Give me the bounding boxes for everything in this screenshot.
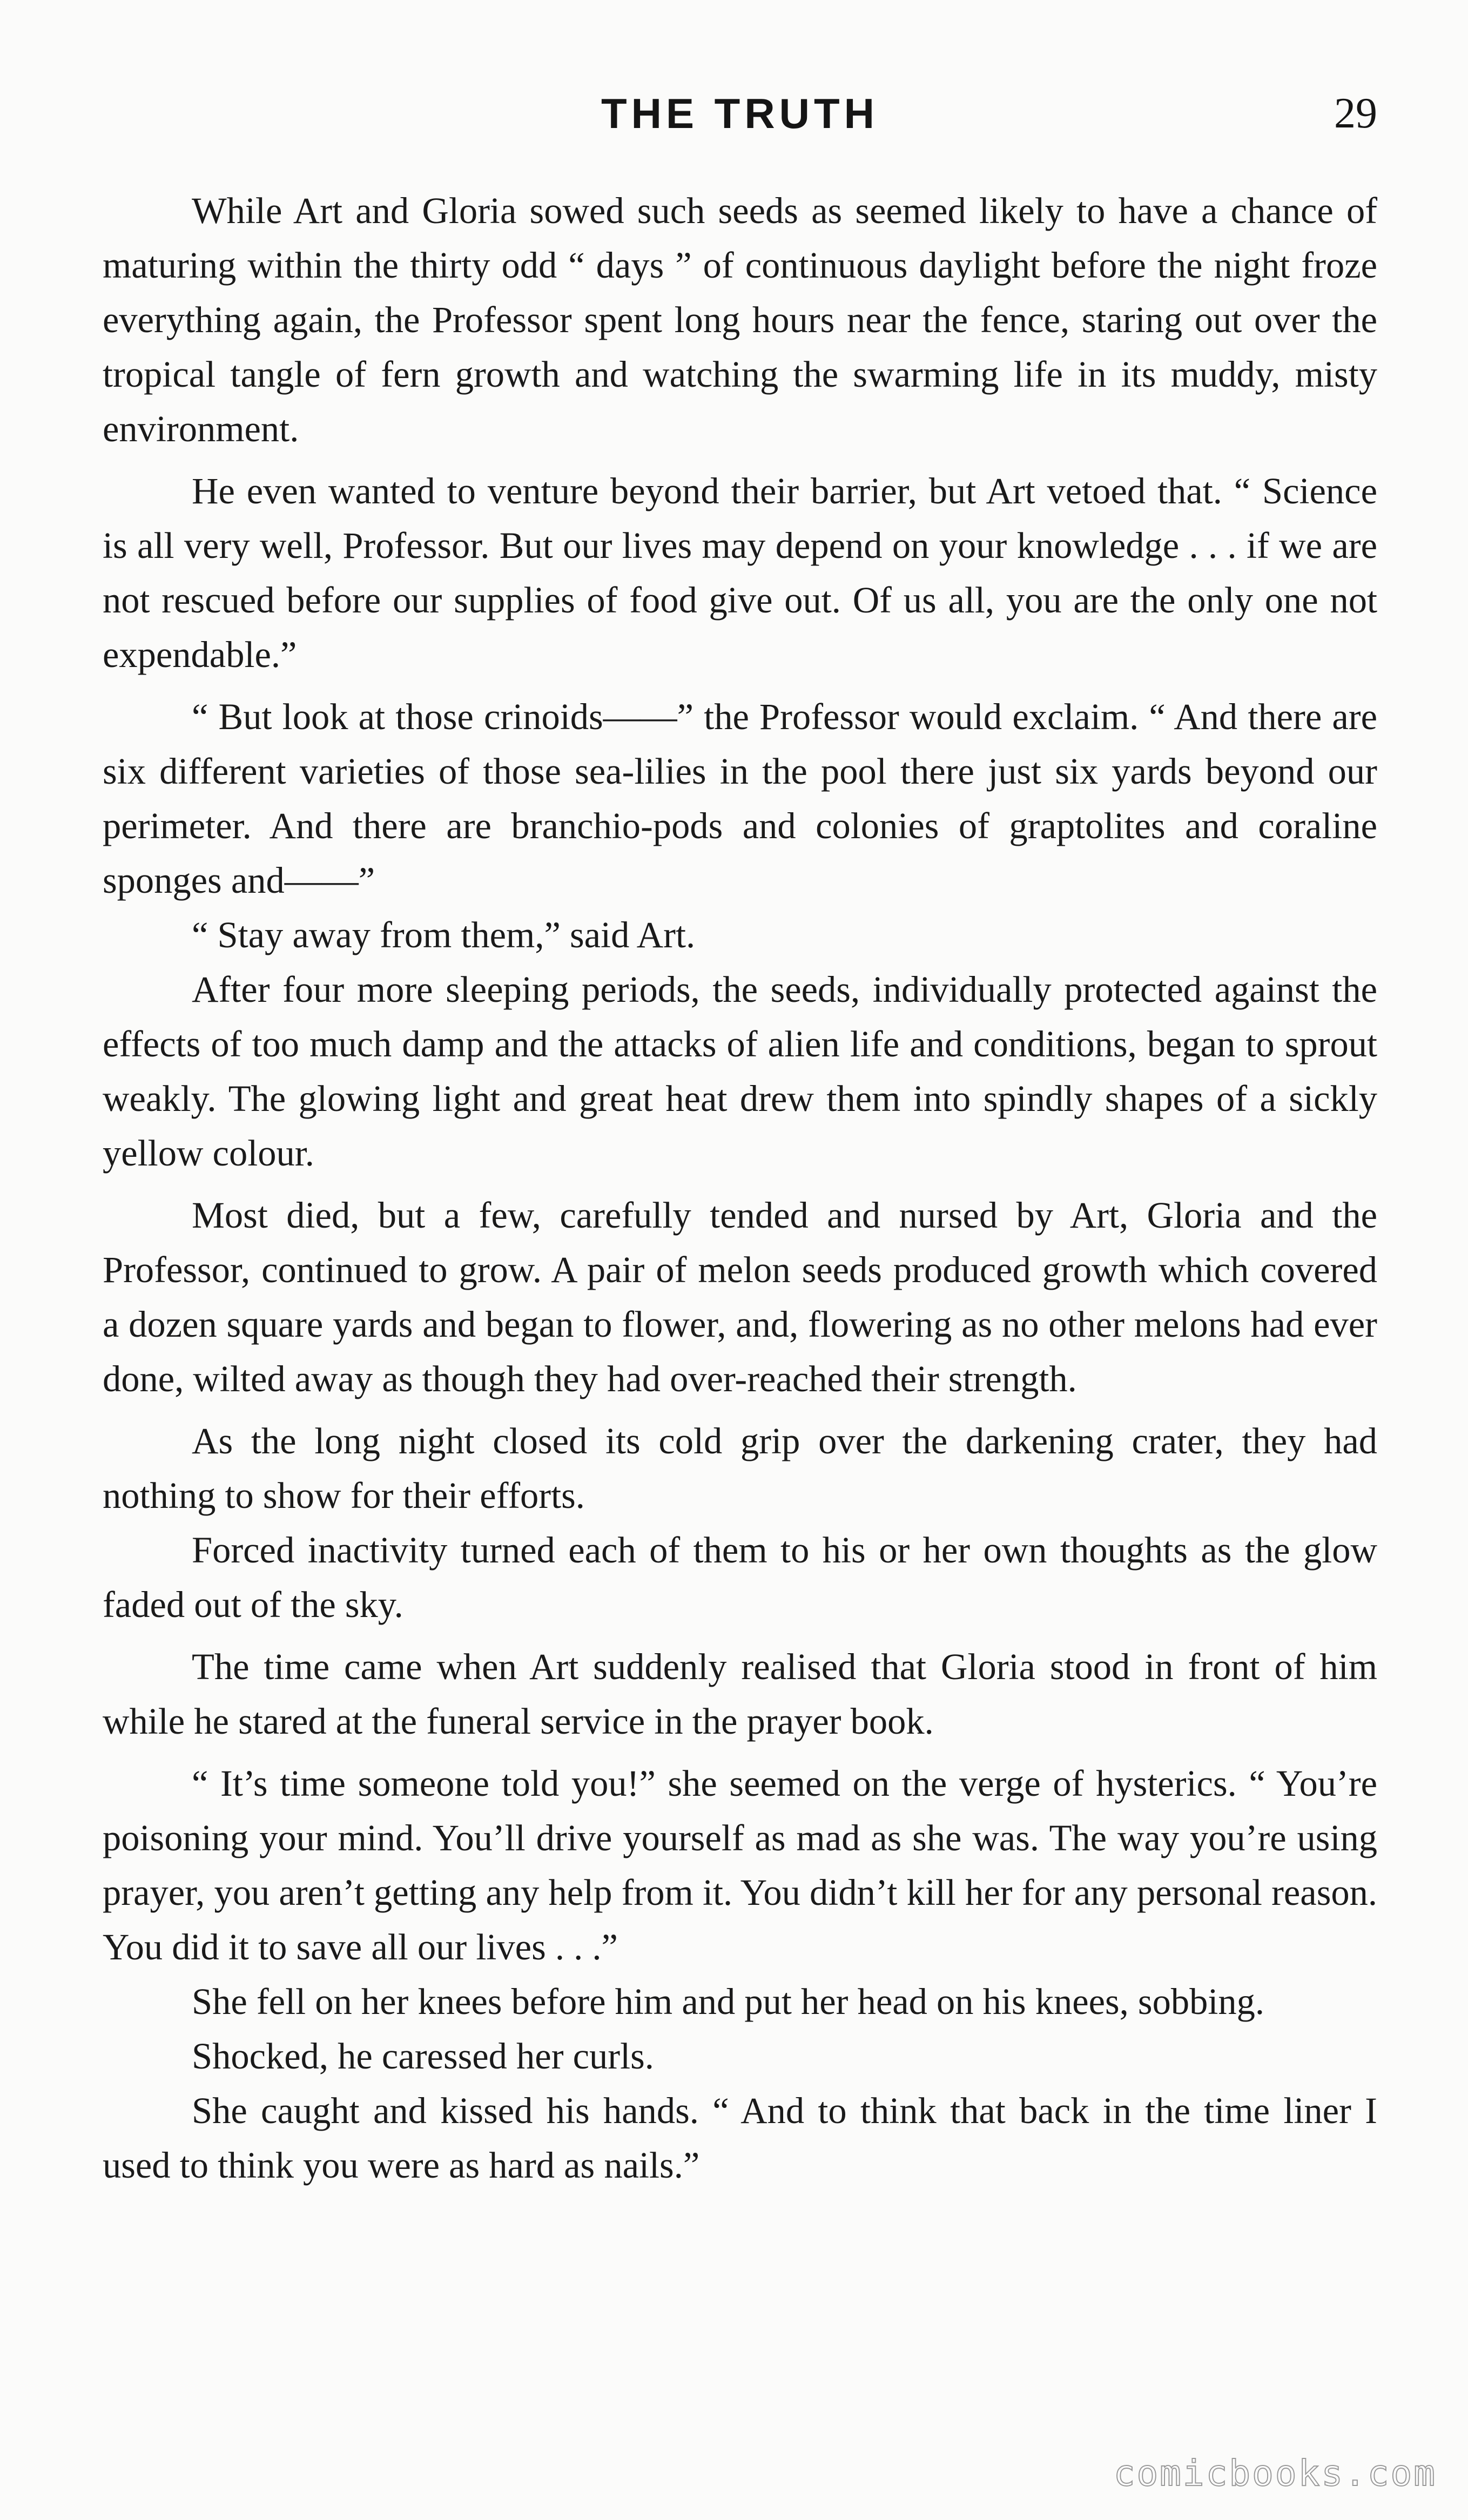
page-number: 29 xyxy=(1334,90,1377,137)
body-text xyxy=(103,184,1377,2193)
paragraph: After four more sleeping periods, the seeds, individually protected against the effects of too much damp and the attacks of alien life and conditions, began to sprout weakly. The glowing light and great heat drew them into spindly shapes of a sickly yellow colour. xyxy=(103,969,1377,1174)
paragraph: As the long night closed its cold grip over the darkening crater, they had nothing to show for their efforts. xyxy=(103,1420,1377,1516)
page-header xyxy=(103,84,1377,143)
paragraph: While Art and Gloria sowed such seeds as seemed likely to have a chance of maturing within the thirty odd “ days ” of continuous daylight before the night froze everything again, the Professor spent long hours near the fence, staring out over the tropical tangle of fern growth and watching the swarming life in its muddy, misty environment. xyxy=(103,190,1377,449)
paragraph: He even wanted to venture beyond their barrier, but Art vetoed that. “ Science is all very well, Professor. But our lives may depend on your knowledge . . . if we are not rescued before our supplies of food give out. Of us all, you are the only one not expendable.” xyxy=(103,470,1377,675)
paragraph: Most died, but a few, carefully tended and nursed by Art, Gloria and the Professor, continued to grow. A pair of melon seeds produced growth which covered a dozen square yards and began to flower, and, flowering as no other melons had ever done, wilted away as though they had over-reached their strength. xyxy=(103,1195,1377,1399)
paragraph: “ It’s time someone told you!” she seemed on the verge of hysterics. “ You’re poisoning your mind. You’ll drive yourself as mad as she was. The way you’re using prayer, you aren’t getting any help from it. You didn’t kill her for any personal reason. You did it to save all our lives . . .” xyxy=(103,1763,1377,1968)
watermark: comicbooks.com xyxy=(1113,2452,1437,2494)
running-head-title: THE TRUTH xyxy=(601,90,879,137)
paragraph: “ Stay away from them,” said Art. xyxy=(192,914,696,955)
paragraph: Forced inactivity turned each of them to his or her own thoughts as the glow faded out of the sky. xyxy=(103,1529,1377,1625)
paragraph: The time came when Art suddenly realised that Gloria stood in front of him while he stared at the funeral service in the prayer book. xyxy=(103,1646,1377,1742)
paragraph: She fell on her knees before him and put her head on his knees, sobbing. xyxy=(192,1981,1264,2022)
paragraph: She caught and kissed his hands. “ And to think that back in the time liner I used to think you were as hard as nails.” xyxy=(103,2090,1377,2186)
paragraph: Shocked, he caressed her curls. xyxy=(192,2036,654,2077)
paragraph: “ But look at those crinoids——” the Professor would exclaim. “ And there are six different varieties of those sea-lilies in the pool there just six yards beyond our perimeter. And there are branchio-pods and colonies of graptolites and coraline sponges and——” xyxy=(103,696,1377,901)
